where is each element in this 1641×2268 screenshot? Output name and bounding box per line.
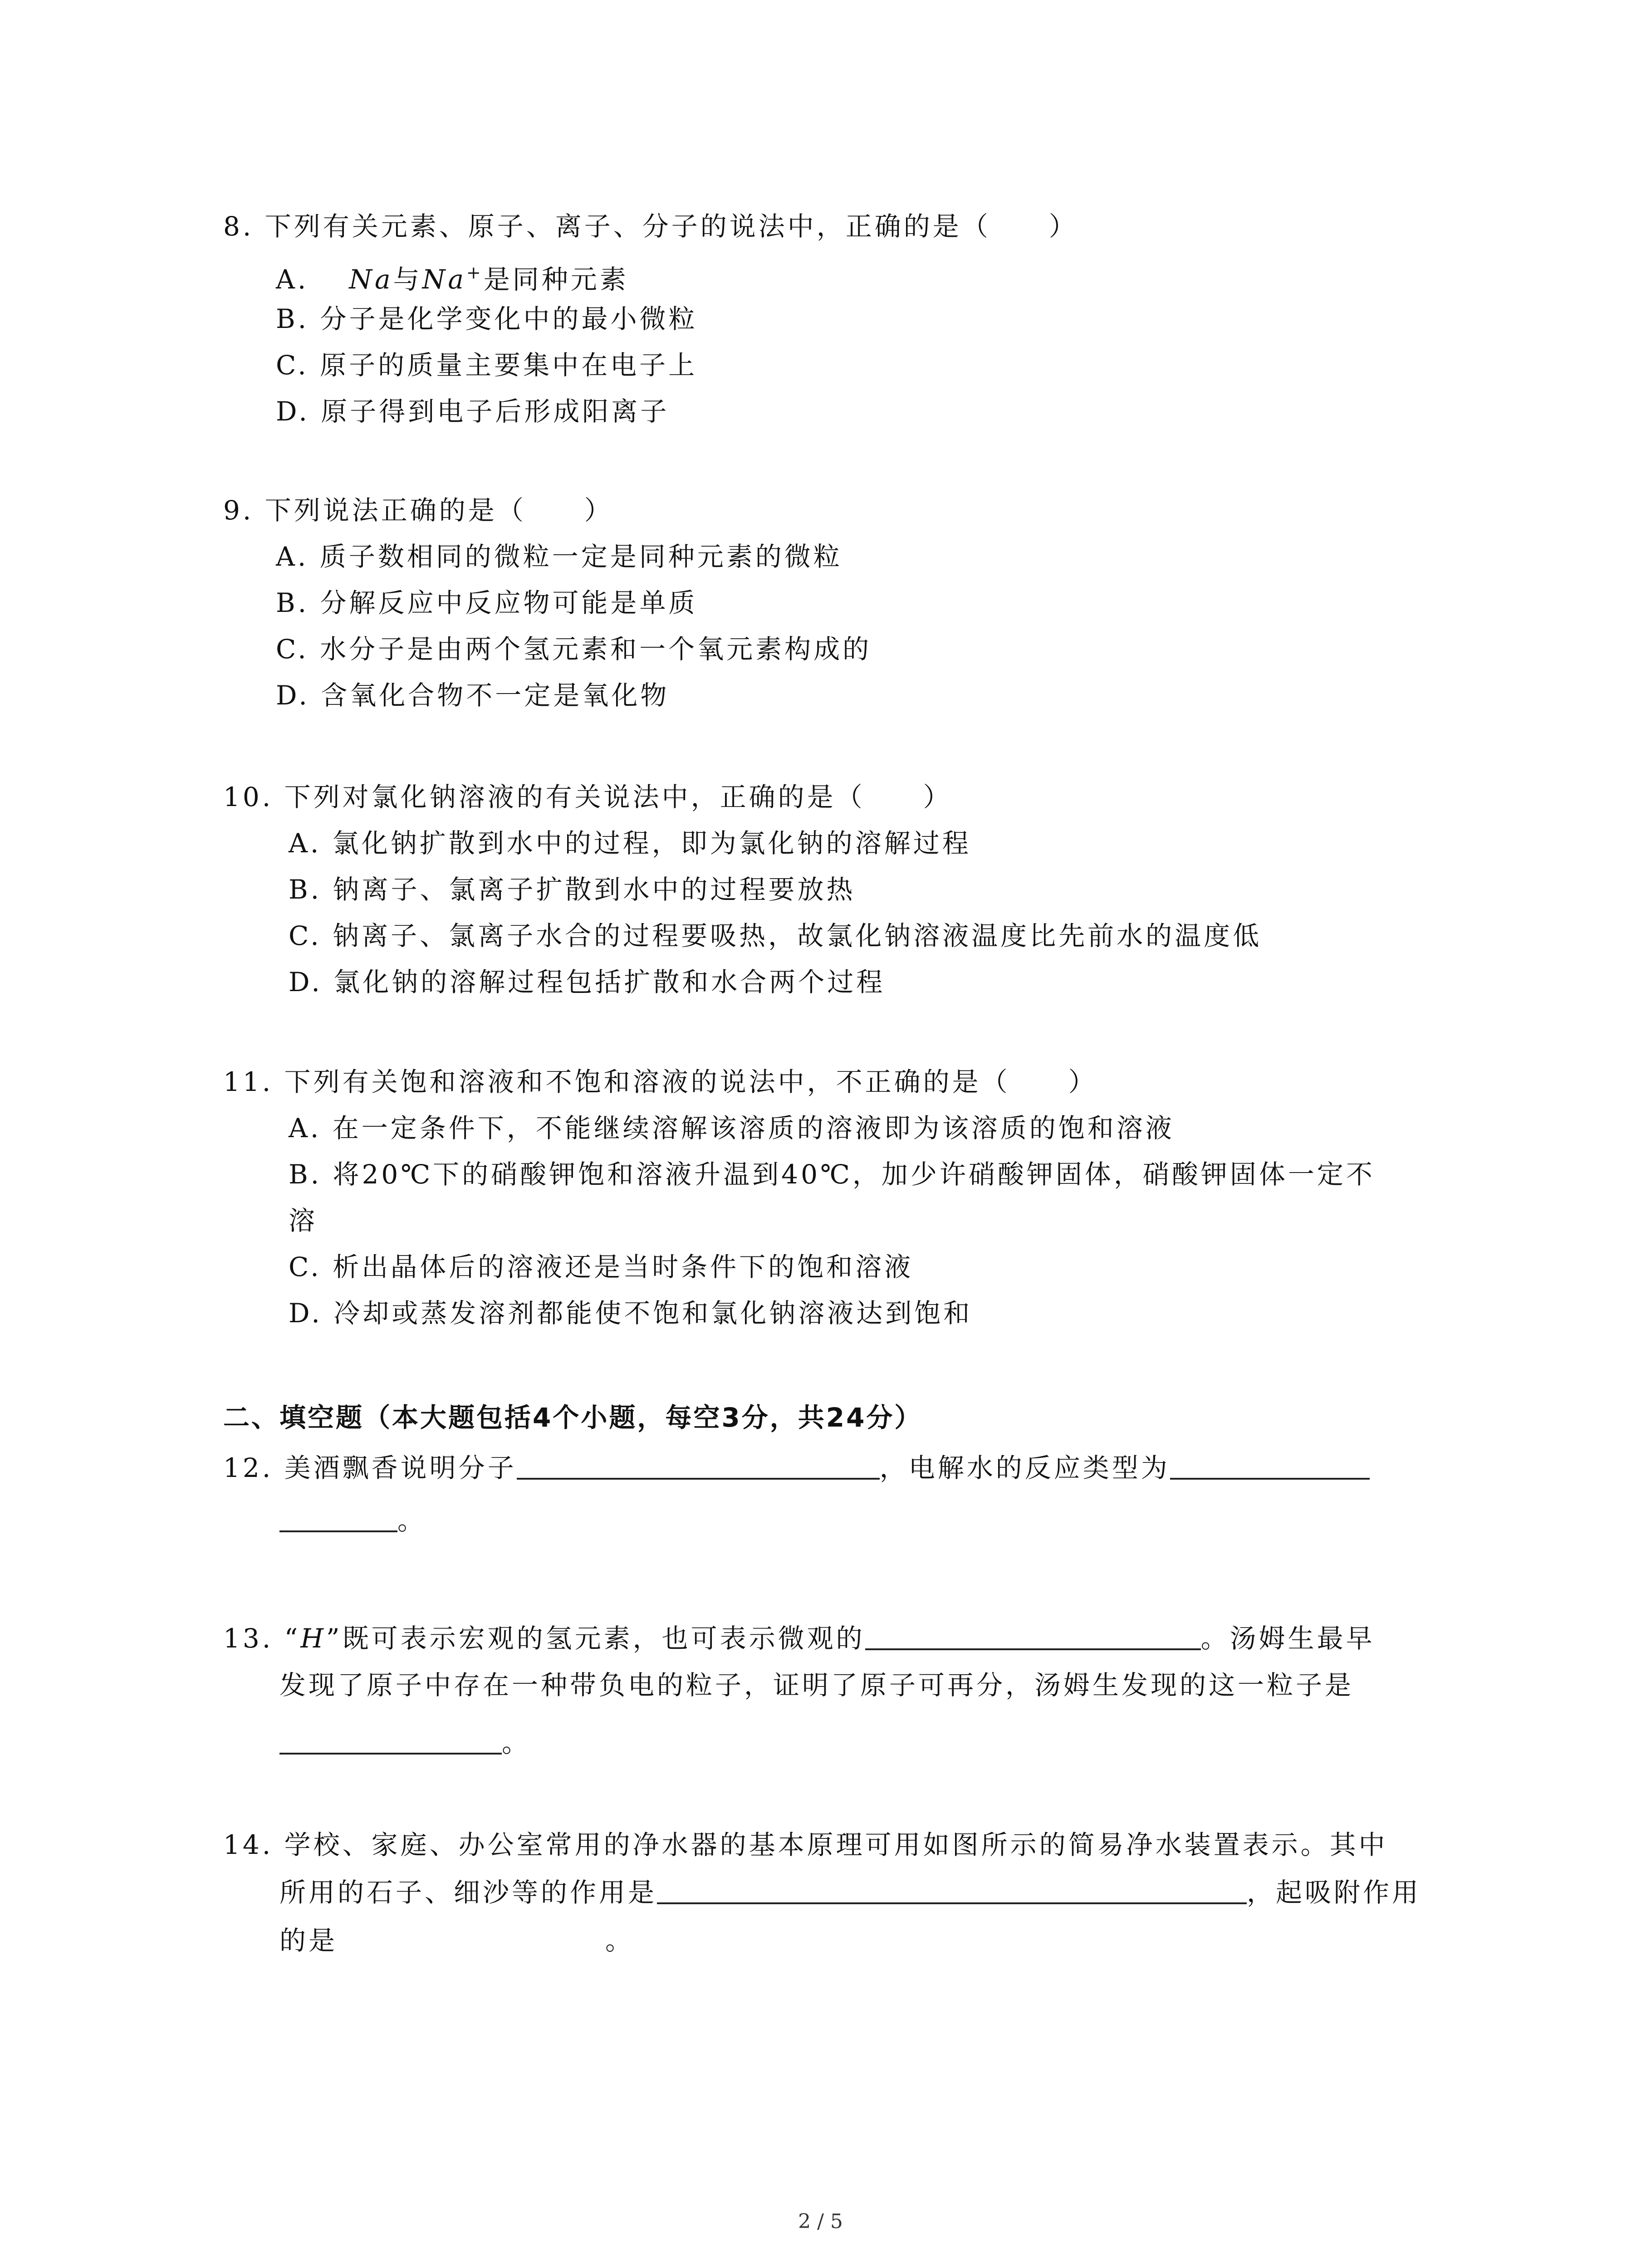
q12-text-2: ，电解水的反应类型为 bbox=[879, 1452, 1170, 1483]
q8-stem: 8. 下列有关元素、原子、离子、分子的说法中，正确的是（ ） bbox=[223, 211, 1078, 242]
q11-stem: 11. 下列有关饱和溶液和不饱和溶液的说法中，不正确的是（ ） bbox=[223, 1066, 1097, 1097]
q12-text-1: 12. 美酒飘香说明分子 bbox=[223, 1452, 517, 1483]
q13-end: 。 bbox=[502, 1727, 531, 1758]
q14-blank-2[interactable] bbox=[338, 1923, 605, 1950]
q14-text-1: 所用的石子、细沙等的作用是 bbox=[279, 1877, 657, 1908]
q14-end: 。 bbox=[605, 1925, 635, 1956]
q11-option-c: C. 析出晶体后的溶液还是当时条件下的饱和溶液 bbox=[289, 1251, 914, 1282]
q9-option-a: A. 质子数相同的微粒一定是同种元素的微粒 bbox=[276, 541, 843, 572]
q12-blank-2[interactable] bbox=[1170, 1452, 1370, 1480]
q13-h-symbol: H bbox=[300, 1623, 326, 1654]
q12-end: 。 bbox=[397, 1505, 427, 1536]
section-2-heading: 二、填空题（本大题包括4个小题，每空3分，共24分） bbox=[223, 1402, 923, 1433]
q10-option-a: A. 氯化钠扩散到水中的过程，即为氯化钠的溶解过程 bbox=[289, 828, 971, 859]
q8-option-a bbox=[276, 257, 629, 295]
q12-line1 bbox=[223, 1452, 1370, 1484]
q10-option-c: C. 钠离子、氯离子水合的过程要吸热，故氯化钠溶液温度比先前水的温度低 bbox=[289, 920, 1262, 951]
q12-blank-2-continued[interactable] bbox=[279, 1504, 397, 1532]
q11-option-d: D. 冷却或蒸发溶剂都能使不饱和氯化钠溶液达到饱和 bbox=[289, 1298, 973, 1329]
q12-blank-1[interactable] bbox=[517, 1452, 880, 1480]
q8-option-c: C. 原子的质量主要集中在电子上 bbox=[276, 350, 698, 381]
q13-line1 bbox=[223, 1622, 1375, 1654]
q12-line2 bbox=[279, 1504, 426, 1536]
q10-option-b: B. 钠离子、氯离子扩散到水中的过程要放热 bbox=[289, 874, 856, 905]
q13-text-2: 。汤姆生最早 bbox=[1200, 1623, 1375, 1654]
q13-text-1: ”既可表示宏观的氢元素，也可表示微观的 bbox=[326, 1623, 865, 1654]
page-number: 2 / 5 bbox=[798, 2210, 843, 2233]
q13-line3 bbox=[279, 1726, 531, 1759]
q8-option-a-tail: 是同种元素 bbox=[483, 264, 629, 295]
q8-na-ion-symbol: Na bbox=[422, 264, 466, 295]
q14-line2 bbox=[279, 1876, 1421, 1908]
q9-stem: 9. 下列说法正确的是（ ） bbox=[223, 495, 613, 526]
q9-option-b: B. 分解反应中反应物可能是单质 bbox=[276, 587, 698, 618]
q8-na-ion-charge: + bbox=[466, 263, 484, 283]
q8-option-a-label: A. bbox=[276, 264, 309, 295]
q11-option-b: B. 将20℃下的硝酸钾饱和溶液升温到40℃，加少许硝酸钾固体，硝酸钾固体一定不 bbox=[289, 1159, 1375, 1190]
q13-blank-2[interactable] bbox=[279, 1726, 502, 1755]
q14-text-3: 的是 bbox=[279, 1925, 338, 1956]
q11-option-b-continued: 溶 bbox=[289, 1205, 318, 1236]
q13-line2: 发现了原子中存在一种带负电的粒子，证明了原子可再分，汤姆生发现的这一粒子是 bbox=[279, 1670, 1354, 1701]
q14-line1: 14. 学校、家庭、办公室常用的净水器的基本原理可用如图所示的简易净水装置表示。其中 bbox=[223, 1829, 1388, 1860]
q8-na-symbol: Na bbox=[349, 264, 393, 295]
q8-and: 与 bbox=[393, 264, 422, 295]
q10-stem: 10. 下列对氯化钠溶液的有关说法中，正确的是（ ） bbox=[223, 782, 952, 812]
q14-blank-1[interactable] bbox=[657, 1876, 1247, 1904]
q8-option-b: B. 分子是化学变化中的最小微粒 bbox=[276, 303, 698, 334]
q9-option-c: C. 水分子是由两个氢元素和一个氧元素构成的 bbox=[276, 634, 872, 665]
q13-open: 13. “ bbox=[223, 1623, 301, 1654]
q9-option-d: D. 含氧化合物不一定是氧化物 bbox=[276, 680, 670, 711]
q14-line3 bbox=[279, 1923, 634, 1956]
q11-option-a: A. 在一定条件下，不能继续溶解该溶质的溶液即为该溶质的饱和溶液 bbox=[289, 1113, 1175, 1144]
q8-option-d: D. 原子得到电子后形成阳离子 bbox=[276, 396, 670, 427]
q10-option-d: D. 氯化钠的溶解过程包括扩散和水合两个过程 bbox=[289, 967, 886, 997]
q13-blank-1[interactable] bbox=[865, 1622, 1201, 1650]
q14-text-2: ，起吸附作用 bbox=[1247, 1877, 1421, 1908]
